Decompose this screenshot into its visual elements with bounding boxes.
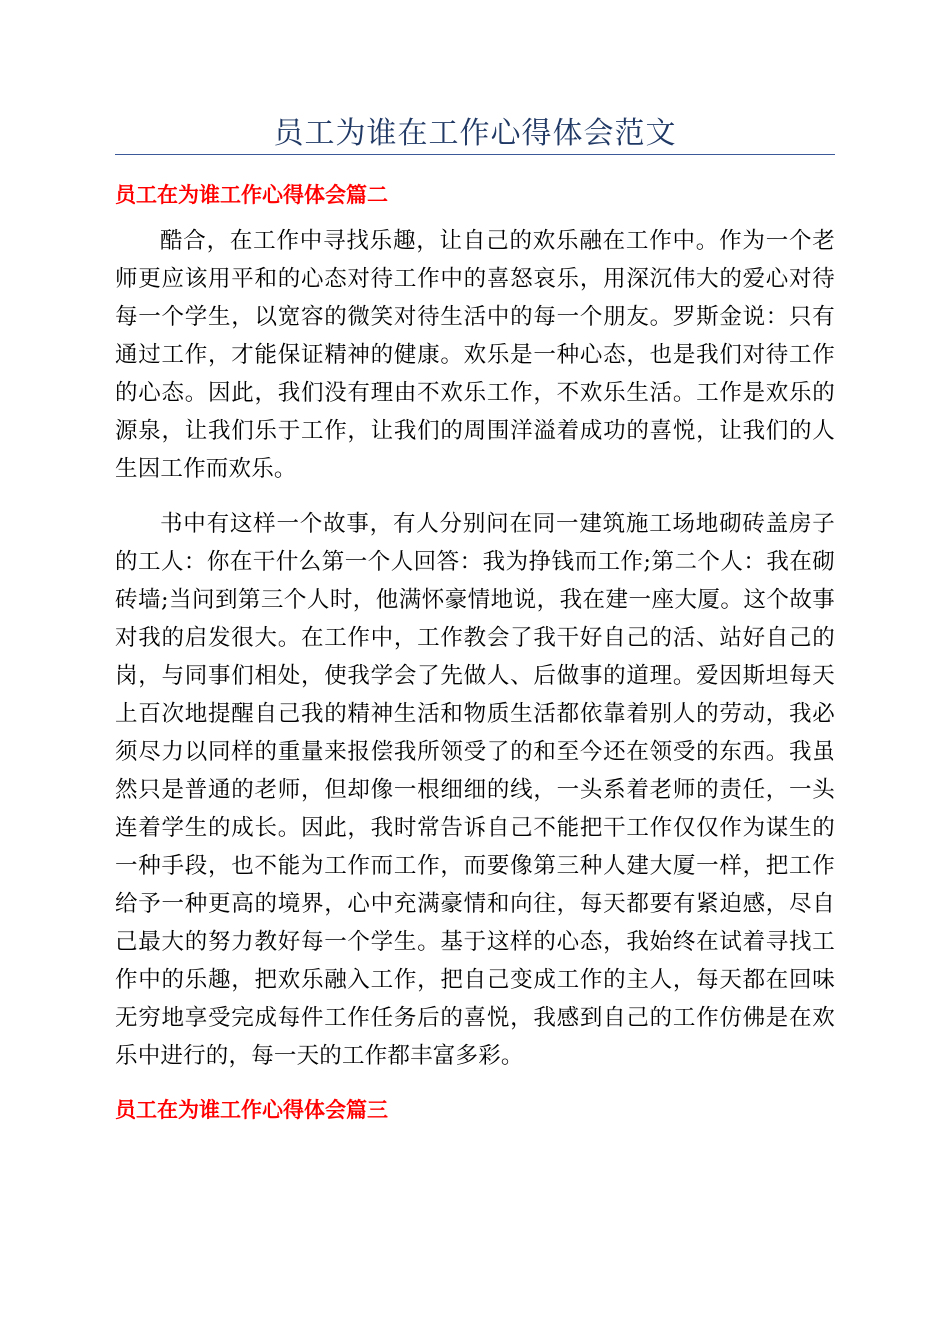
body-paragraph-1: 酷合，在工作中寻找乐趣，让自己的欢乐融在工作中。作为一个老师更应该用平和的心态对待工作中的喜怒哀乐，用深沉伟大的爱心对待每一个学生，以宽容的微笑对待生活中的每一个朋友。罗斯金说：只有通过工作，才能保证精神的健康。欢乐是一种心态，也是我们对待工作的心态。因此，我们没有理由不欢乐工作，不欢乐生活。工作是欢乐的源泉，让我们乐于工作，让我们的周围洋溢着成功的喜悦，让我们的人生因工作而欢乐。 [115,228,835,482]
section-heading-part-two: 员工在为谁工作心得体会篇二 [115,183,388,207]
section-heading-part-three: 员工在为谁工作心得体会篇三 [115,1098,388,1122]
body-paragraph-2: 书中有这样一个故事，有人分别问在同一建筑施工场地砌砖盖房子的工人：你在干什么第一个人回答：我为挣钱而工作;第二个人：我在砌砖墙;当问到第三个人时，他满怀豪情地说，我在建一座大厦。这个故事对我的启发很大。在工作中，工作教会了我干好自己的活、站好自己的岗，与同事们相处，使我学会了先做人、后做事的道理。爱因斯坦每天上百次地提醒自己我的精神生活和物质生活都依靠着别人的劳动，我必须尽力以同样的重量来报偿我所领受了的和至今还在领受的东西。我虽然只是普通的老师，但却像一根细细的线，一头系着老师的责任，一头连着学生的成长。因此，我时常告诉自己不能把干工作仅仅作为谋生的一种手段，也不能为工作而工作，而要像第三种人建大厦一样，把工作给予一种更高的境界，心中充满豪情和向往，每天都要有紧迫感，尽自己最大的努力教好每一个学生。基于这样的心态，我始终在试着寻找工作中的乐趣，把欢乐融入工作，把自己变成工作的主人，每天都在回味无穷地享受完成每件工作任务后的喜悦，我感到自己的工作仿佛是在欢乐中进行的，每一天的工作都丰富多彩。 [115,511,835,1069]
document-title: 员工为谁在工作心得体会范文 [273,116,677,151]
title-underline-rule [115,154,835,155]
